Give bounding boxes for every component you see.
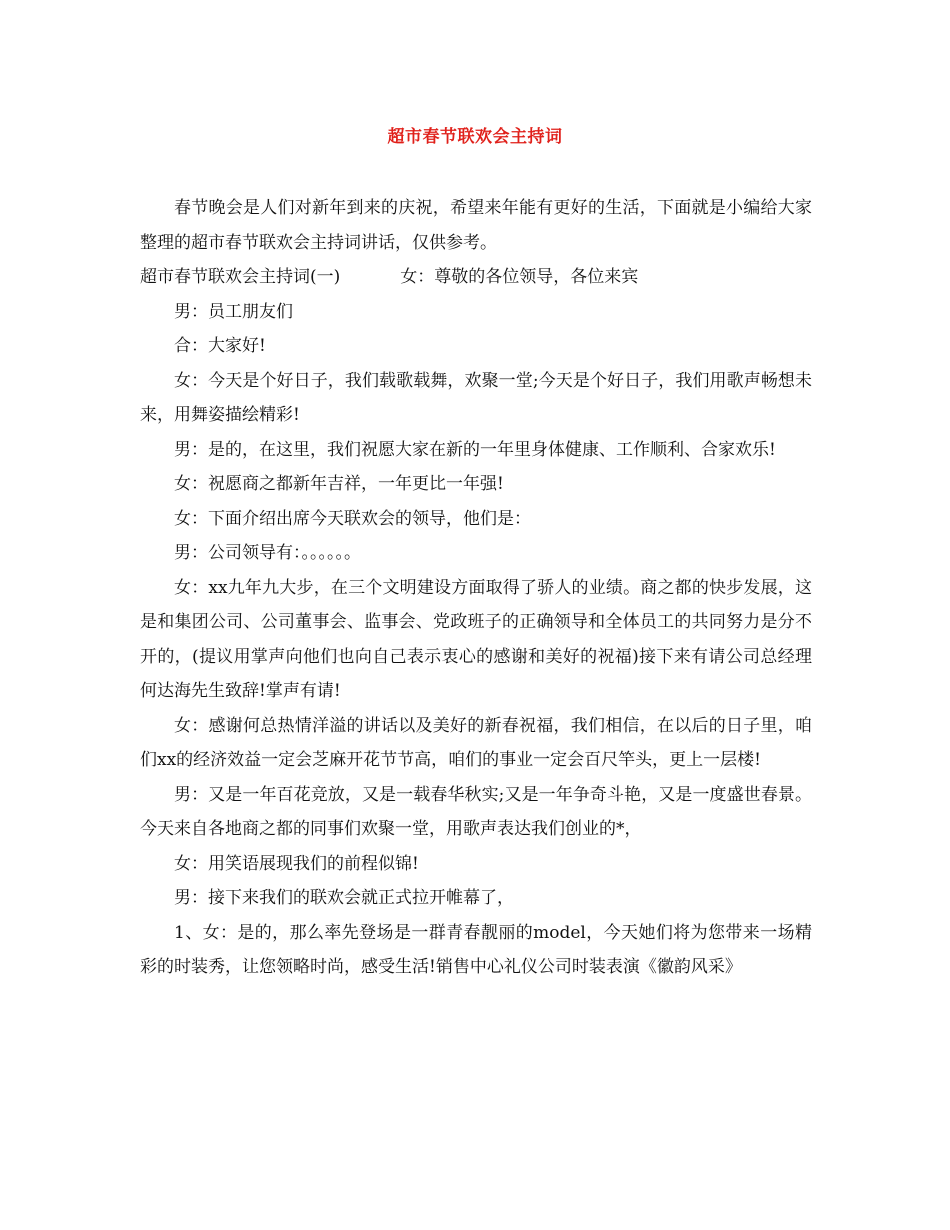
document-title: 超市春节联欢会主持词 [387,127,563,147]
script-line: 1、女：是的，那么率先登场是一群青春靓丽的model，今天她们将为您带来一场精彩的时装秀，让您领略时尚，感受生活!销售中心礼仪公司时装表演《徽韵风采》 [140,922,812,977]
section-first-line: 女：尊敬的各位领导，各位来宾 [400,267,639,287]
script-line: 合：大家好! [174,336,266,356]
script-line: 女：祝愿商之都新年吉祥，一年更比一年强! [174,474,504,494]
script-line: 女：xx九年九大步，在三个文明建设方面取得了骄人的业绩。商之都的快步发展，这是和集团公司、公司董事会、监事会、党政班子的正确领导和全体员工的共同努力是分不开的，(提议用掌声向他们也向自己表示衷心的感谢和美好的祝福)接下来有请公司总经理何达海先生致辞!掌声有请! [140,577,812,701]
script-line: 男：员工朋友们 [174,301,293,322]
script-line: 女：今天是个好日子，我们载歌载舞，欢聚一堂;今天是个好日子，我们用歌声畅想未来，用舞姿描绘精彩! [140,370,812,425]
script-line: 男：公司领导有：。。。。。。 [174,543,361,563]
script-line: 男：又是一年百花竞放，又是一载春华秋实;又是一年争奇斗艳，又是一度盛世春景。今天来自各地商之都的同事们欢聚一堂，用歌声表达我们创业的*， [140,784,812,839]
script-line: 男：接下来我们的联欢会就正式拉开帷幕了， [174,888,514,908]
document-body [140,191,812,985]
script-line: 女：感谢何总热情洋溢的讲话以及美好的新春祝福，我们相信，在以后的日子里，咱们xx的经济效益一定会芝麻开花节节高，咱们的事业一定会百尺竿头，更上一层楼! [140,715,812,770]
script-line: 女：用笑语展现我们的前程似锦! [174,853,419,874]
script-line: 女：下面介绍出席今天联欢会的领导，他们是： [174,508,531,529]
section-heading: 超市春节联欢会主持词(一) [140,267,341,287]
intro-paragraph: 春节晚会是人们对新年到来的庆祝，希望来年能有更好的生活，下面就是小编给大家整理的超市春节联欢会主持词讲话，仅供参考。 [140,198,812,253]
script-line: 男：是的，在这里，我们祝愿大家在新的一年里身体健康、工作顺利、合家欢乐! [174,439,776,460]
section-heading-line [140,260,812,295]
